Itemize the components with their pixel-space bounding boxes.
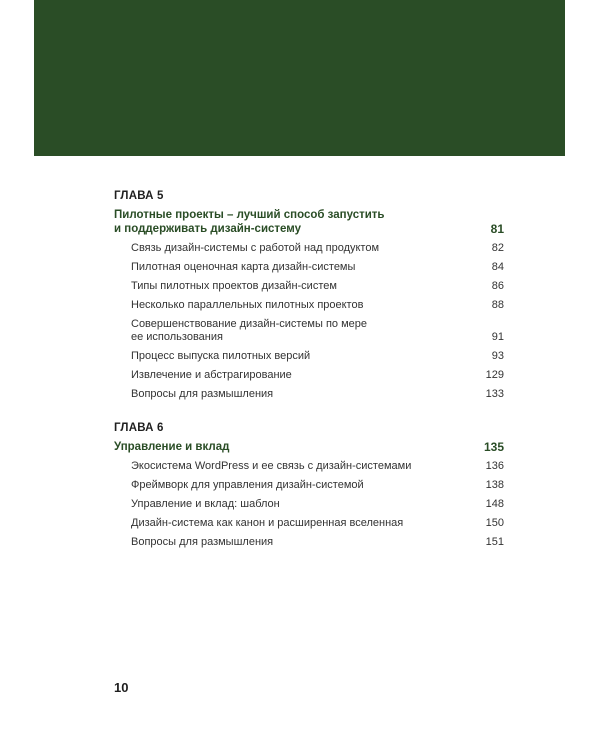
chapter-title-row[interactable] [114,441,504,455]
page-number: 10 [114,680,129,695]
toc-entry-page: 148 [485,497,504,510]
chapter-label: ГЛАВА 6 [114,421,164,434]
toc-entry-page: 138 [485,478,504,491]
toc-entry-title: Процесс выпуска пилотных версий [131,350,311,362]
toc-entry-title: Связь дизайн-системы с работой над продуктом [131,241,380,254]
chapter-title: Управление и вклад [114,440,230,453]
toc-entry[interactable] [114,261,504,275]
chapter-title-row[interactable] [114,209,504,236]
toc-entry-page: 136 [485,459,504,472]
chapter-title: Пилотные проекты – лучший способ запустить и поддерживать дизайн-систему [114,209,385,235]
toc-entry-title: Извлечение и абстрагирование [131,369,292,381]
toc-entry-page: 129 [485,369,504,381]
toc-entry[interactable] [114,280,504,294]
toc-entry[interactable] [114,299,504,313]
toc-entry-title: Вопросы для размышления [131,388,274,400]
toc-entry-title: Вопросы для размышления [131,535,274,548]
toc-entry[interactable] [114,242,504,256]
toc-entry-title: Дизайн-система как канон и расширенная вселенная [131,516,404,529]
toc-entry[interactable] [114,369,504,383]
toc-entry[interactable] [114,350,504,364]
toc-entry-page: 150 [485,516,504,529]
toc-entry-page: 84 [491,260,504,273]
toc-entry-title: Типы пилотных проектов дизайн-систем [131,279,337,292]
toc-entry[interactable] [114,517,504,531]
chapter-6-block [114,420,504,550]
toc-entry-page: 151 [485,535,504,548]
toc-entry[interactable] [114,498,504,512]
chapter-page-number: 135 [483,439,504,454]
toc-entry-title: Управление и вклад: шаблон [131,497,280,510]
toc-entry-page: 82 [491,241,504,254]
toc-entry[interactable] [114,479,504,493]
chapter-label: ГЛАВА 5 [114,190,164,202]
toc-entry-title: Фреймворк для управления дизайн-системой [131,478,364,491]
toc-entry-title: Экосистема WordPress и ее связь с дизайн-системами [131,459,412,472]
table-of-contents [114,188,504,549]
toc-entry-title: Несколько параллельных пилотных проектов [131,298,364,311]
toc-entry[interactable] [114,388,504,402]
toc-entry-title: Совершенствование дизайн-системы по мере ее использования [131,317,367,343]
header-color-band [34,0,565,156]
toc-entry-page: 86 [491,279,504,292]
toc-entry[interactable] [114,318,504,345]
toc-entry-title: Пилотная оценочная карта дизайн-системы [131,260,356,273]
toc-entry-page: 91 [491,331,504,343]
chapter-5-block [114,188,504,402]
toc-entry-page: 88 [491,298,504,311]
chapter-page-number: 81 [490,221,504,236]
toc-entry[interactable] [114,536,504,550]
toc-entry[interactable] [114,460,504,474]
toc-entry-page: 93 [491,350,504,362]
toc-entry-page: 133 [485,388,504,400]
